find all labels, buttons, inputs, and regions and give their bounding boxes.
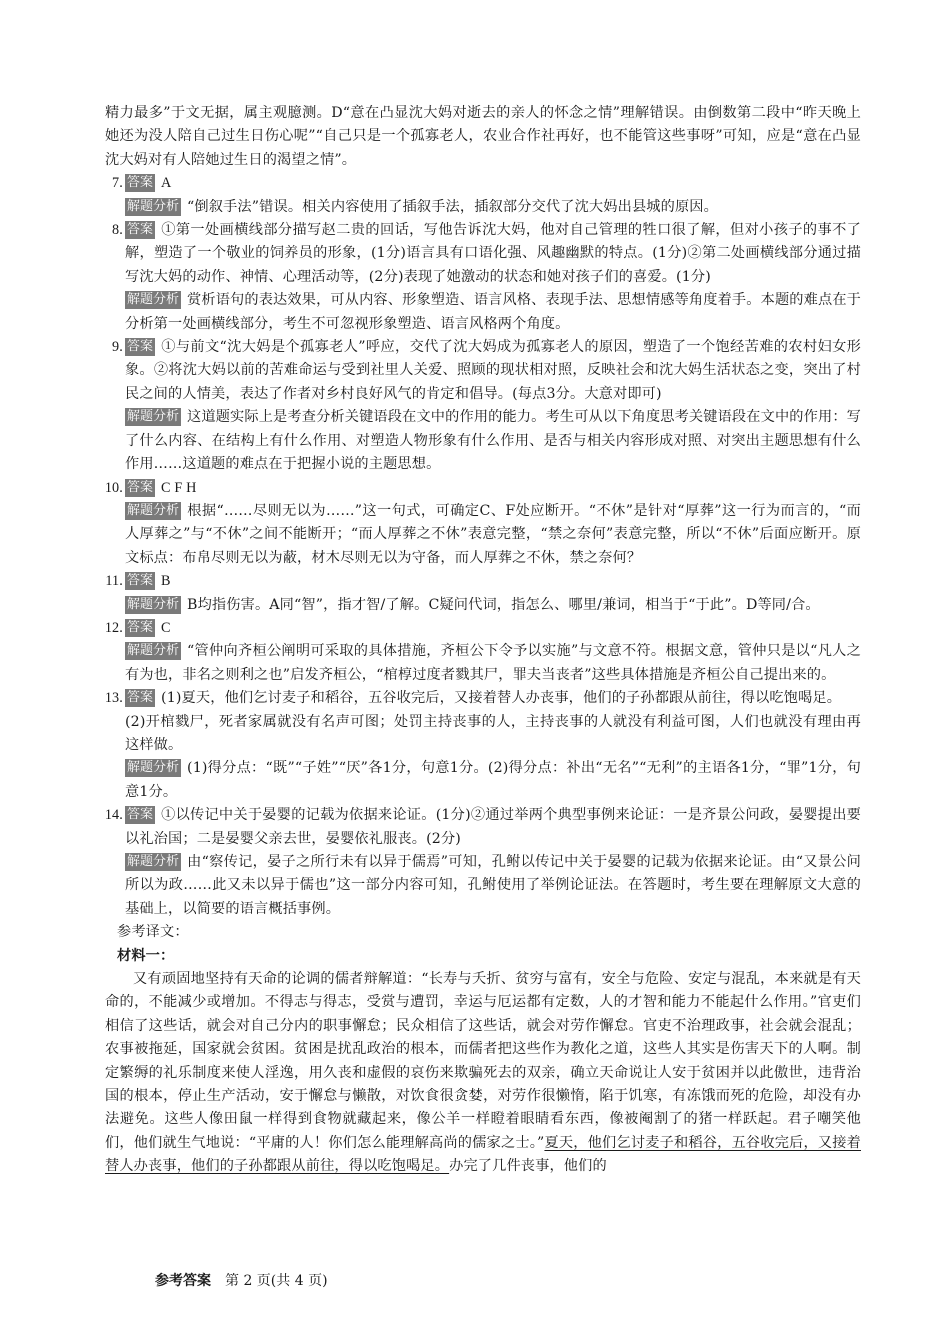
analysis-text: “倒叙手法”错误。相关内容使用了插叙手法，插叙部分交代了沈大妈出县城的原因。 — [187, 198, 718, 215]
answer-text: C F H — [161, 479, 197, 496]
question-number: 14. — [104, 807, 123, 824]
analysis-text: “管仲向齐桓公阐明可采取的具体措施，齐桓公下令予以实施”与文意不符。根据文意，管仲只是以“凡人之有为也，非名之则利之也”启发齐桓公，“棺椁过度者戮其尸，罪夫当丧者”这些具体措施是齐桓公自己提出来的。 — [125, 643, 861, 683]
analysis-text: 赏析语句的表达效果，可从内容、形象塑造、语言风格、表现手法、思想情感等角度着手。本题的难点在于分析第一处画横线部分，考生不可忽视形象塑造、语言风格两个角度。 — [125, 292, 861, 332]
intro-paragraph: 精力最多”于文无据，属主观臆测。D“意在凸显沈大妈对逝去的亲人的怀念之情”理解错误。由倒数第二段中“昨天晚上她还为没人陪自己过生日伤心呢”“自己只是一个孤寡老人，农业合作社再好，也不能管这些事呀”可知，应是“意在凸显沈大妈对有人陪她过生日的渴望之情”。 — [105, 105, 861, 168]
analysis-label: 解题分析 — [127, 198, 180, 214]
answer-label: 答案 — [127, 479, 154, 495]
material-one-title: 材料一： — [117, 947, 175, 964]
question-number: 11. — [105, 573, 123, 590]
answer-body — [105, 102, 861, 1179]
answer-text-part-2: (2)开棺戮尸，死者家属就没有名声可图；处罚主持丧事的人，主持丧事的人就没有利益可图，人们也就没有理由再这样做。 — [125, 713, 861, 753]
answer-text: C — [161, 619, 171, 636]
question-number: 12. — [104, 619, 123, 636]
analysis-text: (1)得分点：“既”“子姓”“厌”各1分，句意1分。(2)得分点：补出“无名”“无利”的主语各1分，“罪”1分，句意1分。 — [125, 760, 861, 800]
question-item-9 — [105, 336, 861, 476]
answer-label: 答案 — [127, 690, 154, 706]
page-number: 第 2 页(共 4 页) — [225, 1273, 328, 1289]
answer-text: ①与前文“沈大妈是个孤寡老人”呼应，交代了沈大妈成为孤寡老人的原因，塑造了一个饱经苦难的农村妇女形象。②将沈大妈以前的苦难命运与受到社里人关爱、照顾的现状相对照，反映社会和沈大妈生活状态之变，突出了村民之间的人情美，表达了作者对乡村良好风气的肯定和倡导。(每点3分。大意对即可) — [125, 339, 861, 402]
analysis-label: 解题分析 — [127, 292, 180, 308]
answer-label: 答案 — [127, 619, 154, 635]
answer-text: ①以传记中关于晏婴的记载为依据来论证。(1分)②通过举两个典型事例来论证：一是齐景公问政，晏婴提出要以礼治国；二是晏婴父亲去世，晏婴依礼服丧。(2分) — [125, 807, 861, 847]
question-item-11 — [105, 570, 861, 617]
question-item-8 — [105, 219, 861, 336]
answer-text: A — [161, 175, 172, 192]
question-item-10 — [105, 477, 861, 571]
answer-label: 答案 — [127, 175, 154, 191]
question-number: 9. — [112, 339, 123, 356]
footer-title: 参考答案 — [155, 1273, 211, 1289]
analysis-label: 解题分析 — [127, 596, 180, 612]
translation-paragraph — [105, 968, 861, 1179]
answer-text: ①第一处画横线部分描写赵二贵的回话，写他告诉沈大妈，他对自己管理的牲口很了解，但对小孩子的事不了解，塑造了一个敬业的饲养员的形象，(1分)语言具有口语化强、风趣幽默的特点。(1分)②第二处画横线部分通过描写沈大妈的动作、神情、心理活动等，(2分)表现了她激动的状态和她对孩子们的喜爱。(1分) — [125, 222, 861, 285]
question-number: 10. — [104, 479, 123, 496]
question-number: 8. — [112, 222, 123, 239]
translation-text: 又有顽固地坚持有天命的论调的儒者辩解道：“长寿与夭折、贫穷与富有，安全与危险、安定与混乱，本来就是有天命的，不能减少或增加。不得志与得志，受赏与遭罚，幸运与厄运都有定数，人的才智和能力不能起什么作用。”官吏们相信了这些话，就会对自己分内的职事懈怠；民众相信了这些话，就会对劳作懈怠。官吏不治理政事，社会就会混乱；农事被拖延，国家就会贫困。贫困是扰乱政治的根本，而儒者把这些作为教化之道，这些人其实是伤害天下的人啊。制定繁缛的礼乐制度来使人淫逸，用久丧和虚假的哀伤来欺骗死去的双亲，确立天命说让人安于贫困并以此傲世，违背治国的根本，停止生产活动，安于懈怠与懒散，对饮食很贪婪，对劳作很懒惰，陷于饥寒，有冻饿而死的危险，却没有办法避免。这些人像田鼠一样得到食物就藏起来，像公羊一样瞪着眼睛看东西，像被阉割了的猪一样跃起。君子嘲笑他们，他们就生气地说：“平庸的人！你们怎么能理解高尚的儒家之士。” — [105, 971, 861, 1151]
question-item-7 — [105, 172, 861, 219]
analysis-label: 解题分析 — [127, 643, 180, 659]
question-number: 7. — [112, 175, 123, 192]
analysis-label: 解题分析 — [127, 760, 180, 776]
answer-label: 答案 — [127, 573, 154, 589]
answer-label: 答案 — [127, 222, 154, 238]
question-item-12 — [105, 617, 861, 687]
translation-text-continued: 办完了几件丧事，他们的 — [449, 1158, 607, 1175]
analysis-text: 根据“……尽则无以为……”这一句式，可确定C、F处应断开。“不休”是针对“厚葬”这一行为而言的，“而人厚葬之”与“不休”之间不能断开；“而人厚葬之不休”表意完整，“禁之奈何”表意完整，所以“不休”后面应断开。原文标点：布帛尽则无以为蔽，材木尽则无以为守备，而人厚葬之不休，禁之奈何？ — [125, 502, 861, 566]
analysis-text: 由“察传记，晏子之所行未有以异于儒焉”可知，孔鲋以传记中关于晏婴的记载为依据来论证。由“又景公问所以为政……此又未以异于儒也”这一部分内容可知，孔鲋使用了举例论证法。在答题时，考生要在理解原文大意的基础上，以简要的语言概括事例。 — [125, 854, 861, 917]
analysis-label: 解题分析 — [127, 854, 180, 869]
analysis-label: 解题分析 — [127, 409, 180, 425]
analysis-label: 解题分析 — [127, 502, 180, 518]
question-item-13 — [105, 687, 861, 804]
answer-label: 答案 — [127, 807, 154, 823]
question-item-14 — [105, 804, 861, 921]
analysis-text: B均指伤害。A同“智”，指才智/了解。C疑问代词，指怎么、哪里/兼词，相当于“于此”。D等同/合。 — [187, 596, 820, 613]
translation-header: 参考译文： — [117, 924, 189, 941]
analysis-text: 这道题实际上是考查分析关键语段在文中的作用的能力。考生可从以下角度思考关键语段在文中的作用：写了什么内容、在结构上有什么作用、对塑造人物形象有什么作用、是否与相关内容形成对照、对突出主题思想有什么作用……这道题的难点在于把握小说的主题思想。 — [125, 409, 861, 473]
answer-text: (1)夏天，他们乞讨麦子和稻谷，五谷收完后，又接着替人办丧事，他们的子孙都跟从前往，得以吃饱喝足。 — [161, 690, 842, 707]
question-number: 13. — [104, 690, 123, 707]
answer-label: 答案 — [127, 339, 154, 355]
page-footer — [155, 1270, 328, 1290]
underlined-sentence: 夏天，他们乞讨麦子和稻谷，五谷收完后，又接着替人办丧事，他们的子孙都跟从前往，得以吃饱喝足。 — [105, 1134, 861, 1175]
answer-text: B — [161, 573, 171, 590]
